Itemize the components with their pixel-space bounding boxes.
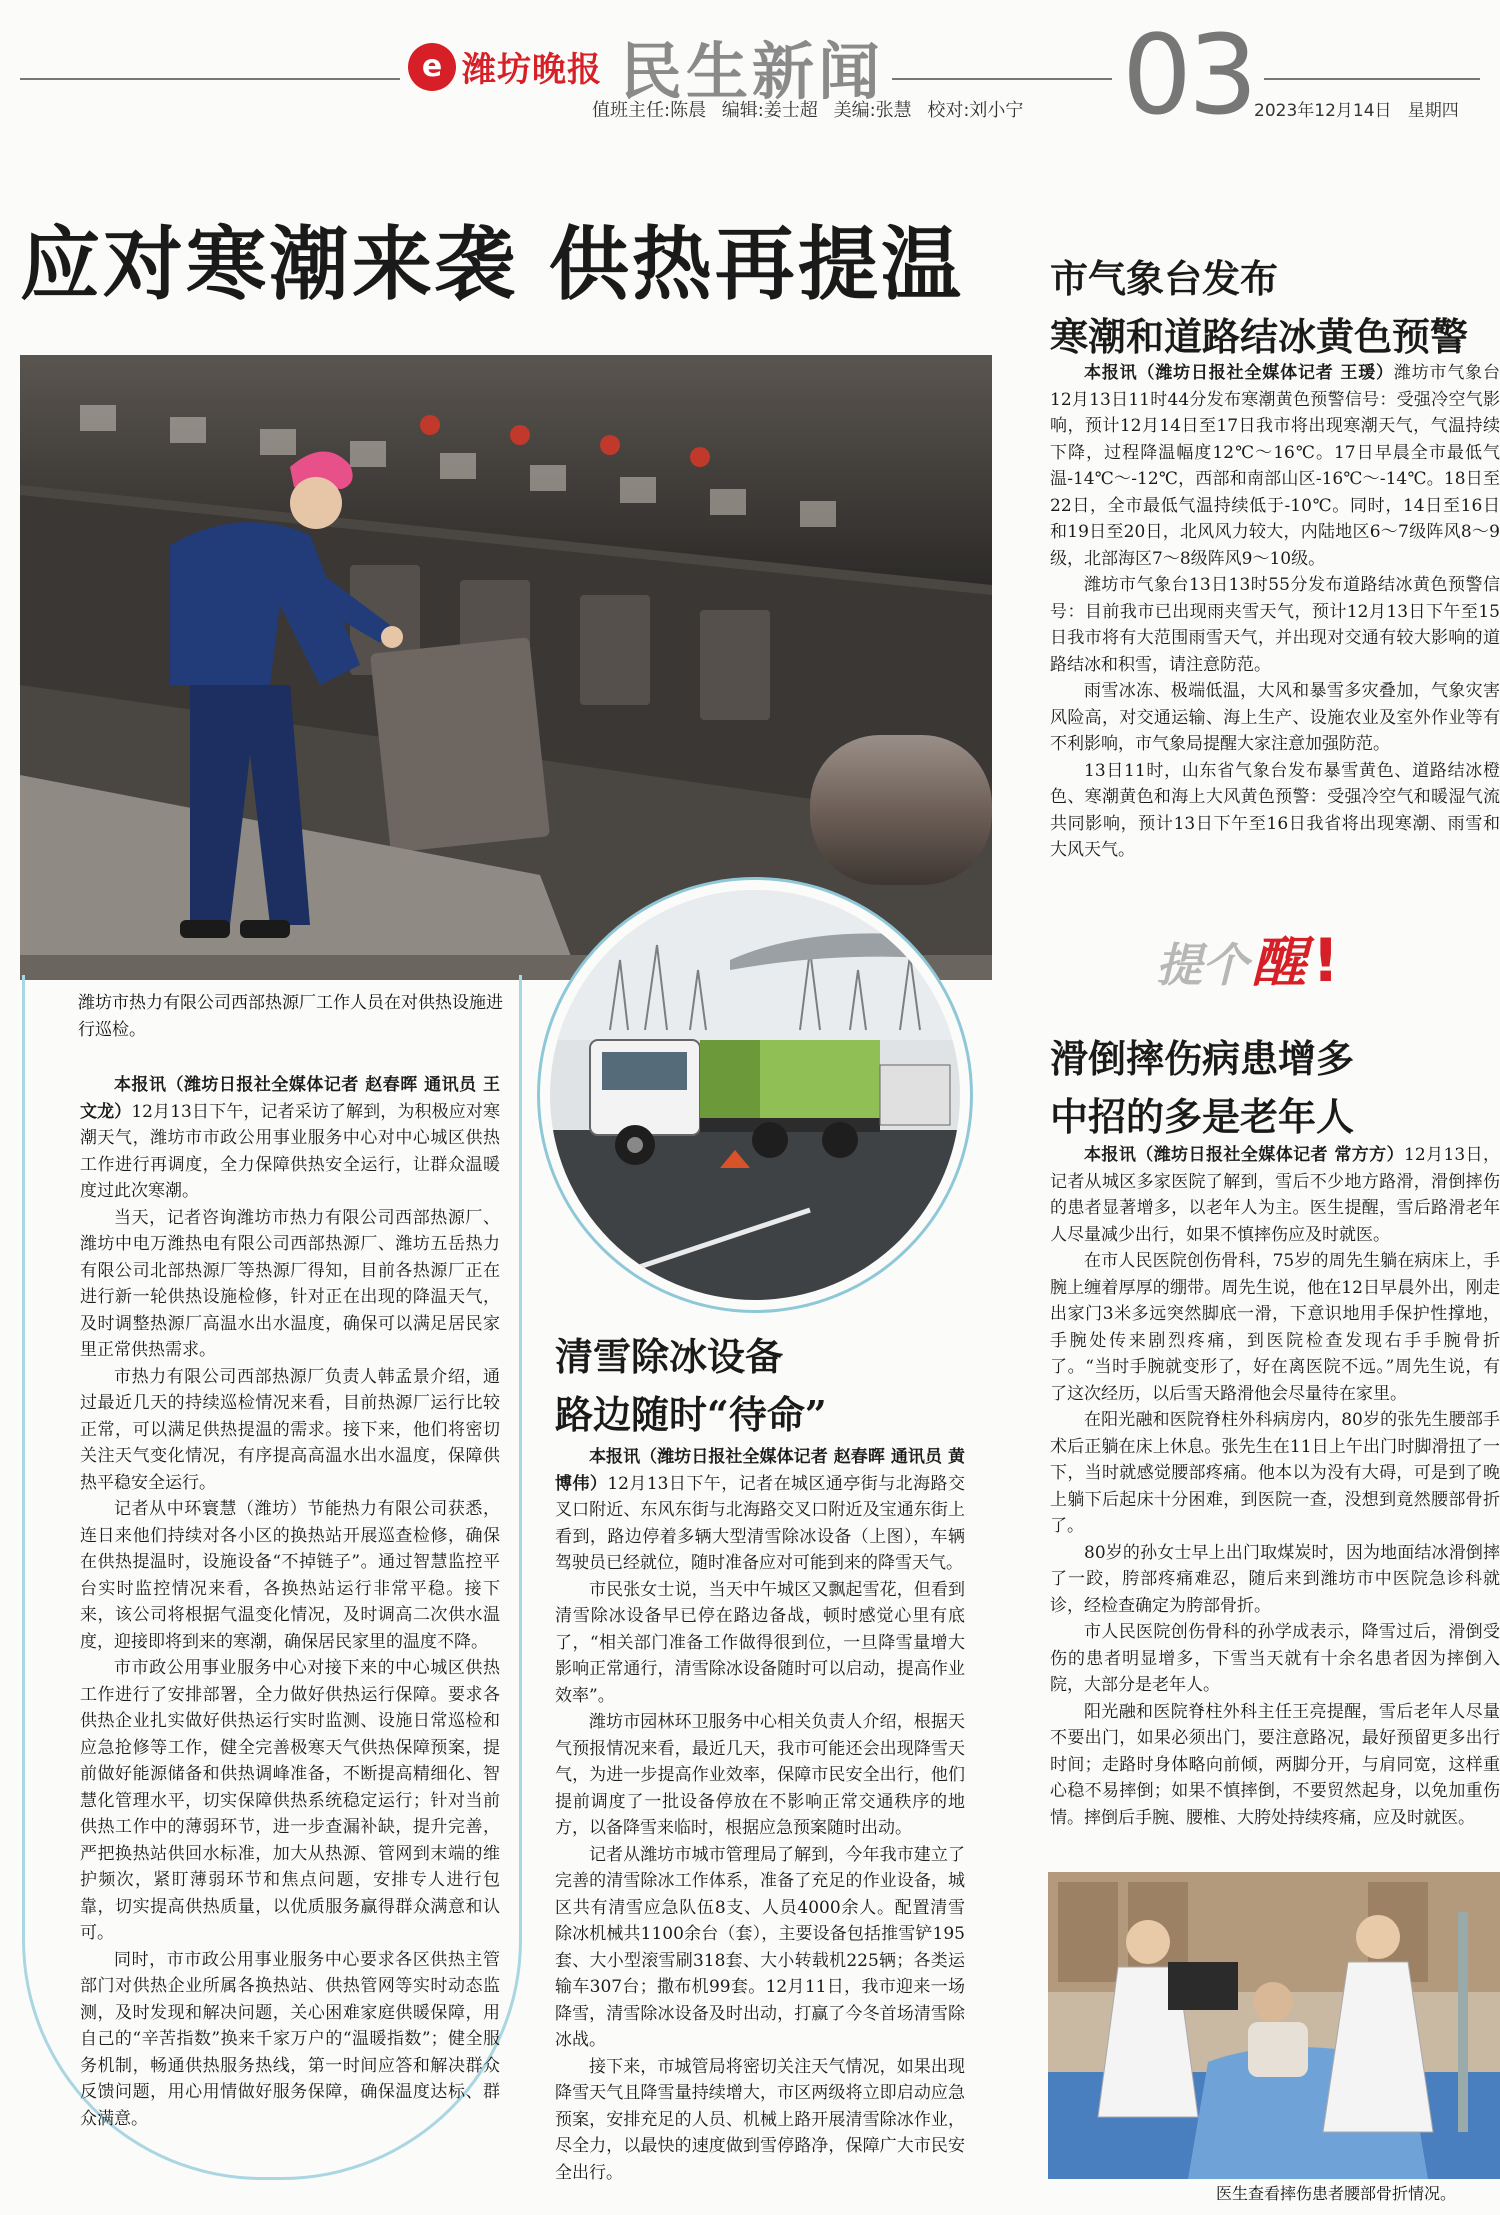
article-falls-title: 滑倒摔伤病患增多 中招的多是老年人 [1050,1036,1355,1139]
article-paragraph: 当天，记者咨询潍坊市热力有限公司西部热源厂、潍坊中电万潍热电有限公司西部热源厂、潍坊五岳热力有限公司北部热源厂等热源厂得知，目前各热源厂正在进行新一轮供热设施检修，针对正在出现的降温天气，及时调整热源厂高温水出水温度，确保可以满足居民家里正常供热需求。 [80,1207,500,1360]
article-paragraph: 市人民医院创伤骨科的孙学成表示，降雪过后，滑倒受伤的患者明显增多，下雪当天就有十余名患者因为摔倒入院，大部分是老年人。 [1050,1622,1500,1695]
boiler-inspection-illustration [20,355,992,980]
article-snow-removal-body [555,1444,965,2186]
article-paragraph: 在市人民医院创伤骨科，75岁的周先生躺在病床上，手腕上缠着厚厚的绷带。周先生说，他在12日早晨外出，刚走出家门3米多远突然脚底一滑，下意识地用手保护性撑地，手腕处传来剧烈疼痛，到医院检查发现右手手腕骨折了。“当时手腕就变形了，好在离医院不远。”周先生说，有了这次经历，以后雪天路滑他会尽量待在家里。 [1050,1251,1500,1404]
article-weather-warning-title: 市气象台发布 寒潮和道路结冰黄色预警 [1050,256,1469,359]
issue-weekday: 星期四 [1407,101,1459,121]
article-paragraph: 本报讯（潍坊日报社全媒体记者 赵春晖 通讯员 王文龙）12月13日下午，记者采访了解到，为积极应对寒潮天气，潍坊市市政公用事业服务中心对中心城区供热工作进行再调度，全力保障供热安全运行，让群众温暖度过此次寒潮。 [80,1075,500,1201]
article-paragraph: 本报讯（潍坊日报社全媒体记者 赵春晖 通讯员 黄博伟）12月13日下午，记者在城区通亭街与北海路交叉口附近、东风东街与北海路交叉口附近及宝通东街上看到，路边停着多辆大型清雪除冰设备（上图），车辆驾驶员已经就位，随时准备应对可能到来的降雪天气。 [555,1447,965,1573]
issue-date: 2023年12月14日 [1254,101,1392,121]
article-paragraph: 市热力有限公司西部热源厂负责人韩孟景介绍，通过最近几天的持续巡检情况来看，目前热源厂运行比较正常，可以满足供热提温的需求。接下来，他们将密切关注天气变化情况，有序提高高温水出水温度，保障供热平稳安全运行。 [80,1366,500,1493]
article-paragraph: 记者从中环寰慧（潍坊）节能热力有限公司获悉，连日来他们持续对各小区的换热站开展巡查检修，确保在供热提温时，设施设备“不掉链子”。通过智慧监控平台实时监控情况来看，各换热站运行非常平稳。接下来，该公司将根据气温变化情况，及时调高二次供水温度，迎接即将到来的寒潮，确保居民家里的温度不降。 [80,1499,500,1652]
hospital-ward-illustration [1048,1872,1500,2179]
snow-removal-truck-photo [540,880,970,1310]
article-paragraph: 潍坊市气象台13日13时55分发布道路结冰黄色预警信号：目前我市已出现雨夹雪天气，预计12月13日下午至15日我市将有大范围雨雪天气，并出现对交通有较大影响的道路结冰和积雪，请注意防范。 [1050,575,1500,675]
article-paragraph: 雨雪冰冻、极端低温，大风和暴雪多灾叠加，气象灾害风险高，对交通运输、海上生产、设施农业及室外作业等有不利影响，市气象局提醒大家注意加强防范。 [1050,681,1500,754]
article-heating-body [80,1072,500,2132]
section-title: 民生新闻 [620,35,885,108]
article-paragraph: 市民张女士说，当天中午城区又飘起雪花，但看到清雪除冰设备早已停在路边备战，顿时感觉心里有底了，“相关部门准备工作做得很到位，一旦降雪量增大影响正常通行，清雪除冰设备随时可以启动，提高作业效率”。 [555,1579,965,1706]
dateline [1254,96,1459,121]
page-number: 03 [1112,20,1264,130]
exclamation-icon: ! [1312,926,1340,996]
article-heating-lead: 本报讯（潍坊日报社全媒体记者 赵春晖 通讯员 王文龙） [80,1075,500,1122]
article-snow-removal-title: 清雪除冰设备 路边随时“待命” [555,1334,827,1437]
article-paragraph: 潍坊市园林环卫服务中心相关负责人介绍，根据天气预报情况来看，最近几天，我市可能还会出现降雪天气，为进一步提高作业效率，保障市民安全出行，他们提前调度了一批设备停放在不影响正常交通秩序的地方，以备降雪来临时，根据应急预案随时出动。 [555,1712,965,1838]
snow-removal-truck-illustration [550,890,960,1300]
boiler-inspection-photo [20,355,992,980]
article-weather-warning-body [1050,360,1500,864]
article-paragraph: 本报讯（潍坊日报社全媒体记者 王瑗）潍坊市气象台12月13日11时44分发布寒潮黄色预警信号：受强冷空气影响，预计12月14日至17日我市将出现寒潮天气，气温持续下降，过程降温幅度12℃～16℃。17日早晨全市最低气温-14℃～-12℃，西部和南部山区-16℃～-14℃。18日至22日，全市最低气温持续低于-10℃。同时，14日至16日和19日至20日，北风风力较大，内陆地区6～7级阵风8～9级，北部海区7～8级阵风9～10级。 [1050,363,1500,569]
newspaper-logo-icon: e [408,43,456,91]
hospital-ward-photo [1048,1872,1500,2179]
article-paragraph: 记者从潍坊市城市管理局了解到，今年我市建立了完善的清雪除冰工作体系，准备了充足的作业设备，城区共有清雪应急队伍8支、人员4000余人。配置清雪除冰机械共1100余台（套），主要设备包括推雪铲195套、大小型滚雪刷318套、大小转载机225辆；各类运输车307台；撒布机99套。12月11日，我市迎来一场降雪，清雪除冰设备及时出动，打赢了今冬首场清雪除冰战。 [555,1844,965,2050]
hospital-photo-caption: 医生查看摔伤患者腰部骨折情况。 [1216,2184,1457,2203]
article-snow-removal-lead: 本报讯（潍坊日报社全媒体记者 赵春晖 通讯员 黄博伟） [555,1447,965,1494]
article-paragraph: 本报讯（潍坊日报社全媒体记者 常方方）12月13日，记者从城区多家医院了解到，雪后不少地方路滑，滑倒摔伤的患者显著增多，以老年人为主。医生提醒，雪后路滑老年人尽量减少出行，如果不慎摔伤应及时就医。 [1050,1145,1500,1245]
article-paragraph: 80岁的孙女士早上出门取煤炭时，因为地面结冰滑倒摔了一跤，胯部疼痛难忍，随后来到潍坊市中医院急诊科就诊，经检查确定为胯部骨折。 [1050,1542,1500,1616]
article-paragraph: 13日11时，山东省气象台发布暴雪黄色、道路结冰橙色、寒潮黄色和海上大风黄色预警：受强冷空气和暖湿气流共同影响，预计13日下午至16日我省将出现寒潮、雨雪和大风天气。 [1050,760,1500,860]
article-paragraph: 阳光融和医院脊柱外科主任王亮提醒，雪后老年人尽量不要出门，如果必须出门，要注意路况，最好预留更多出行时间；走路时身体略向前倾，两脚分开，与肩同宽，这样重心稳不易摔倒；如果不慎摔倒，不要贸然起身，以免加重伤情。摔倒后手腕、腰椎、大胯处持续疼痛，应及时就医。 [1050,1701,1500,1828]
article-paragraph: 接下来，市城管局将密切关注天气情况，如果出现降雪天气且降雪量持续增大，市区两级将立即启动应急预案，安排充足的人员、机械上路开展清雪除冰作业，尽全力，以最快的速度做到雪停路净，保障广大市民安全出行。 [555,2056,965,2183]
reminder-badge: 提个 醒 ! [1156,926,1340,996]
main-photo-caption: 潍坊市热力有限公司西部热源厂工作人员在对供热设施进行巡检。 [78,993,503,1040]
article-paragraph: 同时，市市政公用事业服务中心要求各区供热主管部门对供热企业所属各换热站、供热管网等实时动态监测，及时发现和解决问题，关心困难家庭供暖保障，用自己的“辛苦指数”换来千家万户的“温暖指数”；健全服务机制，畅通供热服务热线，第一时间应答和解决群众反馈问题，用心用情做好服务保障，确保温度达标、群众满意。 [80,1949,500,2129]
article-falls-lead: 本报讯（潍坊日报社全媒体记者 常方方） [1084,1145,1405,1165]
newspaper-name: 潍坊晚报 [462,50,602,90]
article-paragraph: 在阳光融和医院脊柱外科病房内，80岁的张先生腰部手术后正躺在床上休息。张先生在11日上午出门时脚滑扭了一下，当时就感觉腰部疼痛。他本以为没有大碍，可是到了晚上躺下后起床十分困难，到医院一查，没想到竟然腰部骨折了。 [1050,1410,1500,1536]
article-weather-warning-lead: 本报讯（潍坊日报社全媒体记者 王瑗） [1084,363,1394,383]
article-falls-body [1050,1142,1500,1831]
staff-credits: 值班主任:陈晨 编辑:姜士超 美编:张慧 校对:刘小宁 [592,100,1024,121]
main-headline: 应对寒潮来袭 供热再提温 [20,218,964,311]
article-paragraph: 市市政公用事业服务中心对接下来的中心城区供热工作进行了安排部署，全力做好供热运行保障。要求各供热企业扎实做好供热运行实时监测、设施日常巡检和应急抢修等工作，健全完善极寒天气供热保障预案，提前做好能源储备和供热调峰准备，不断提高精细化、智慧化管理水平，切实保障供热系统稳定运行；针对当前供热工作中的薄弱环节，进一步查漏补缺，提升完善，严把换热站供回水标准，加大从热源、管网到末端的维护频次，紧盯薄弱环节和焦点问题，安排专人进行包靠，切实提高供热质量，以优质服务赢得群众满意和认可。 [80,1658,500,1943]
